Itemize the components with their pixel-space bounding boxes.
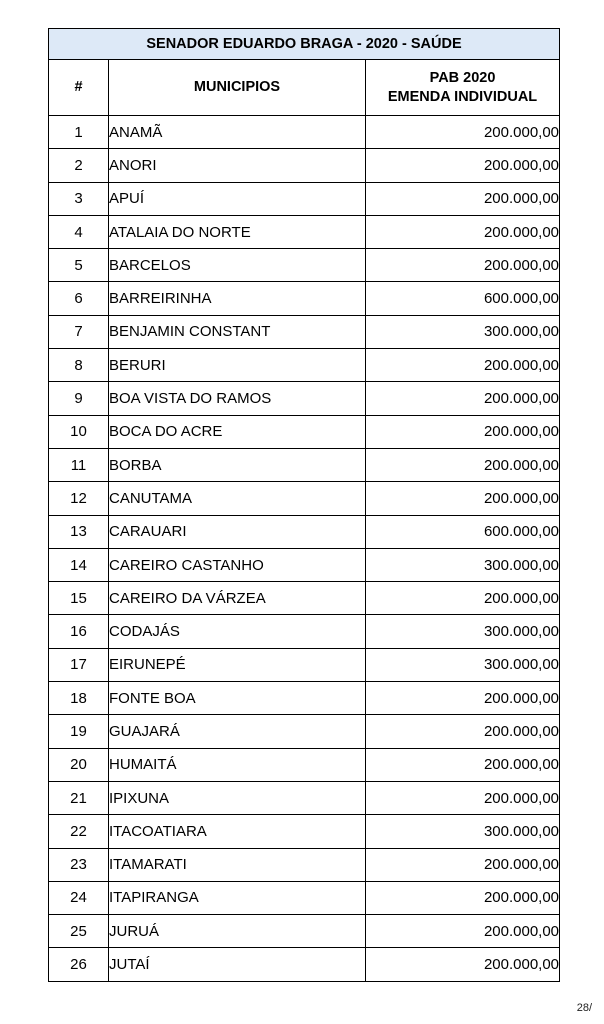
table-row [49, 548, 560, 581]
row-number: 4 [49, 215, 109, 248]
table-row [49, 182, 560, 215]
row-valor: 200.000,00 [366, 182, 560, 215]
row-number: 6 [49, 282, 109, 315]
row-municipio: APUÍ [109, 182, 366, 215]
table-row [49, 715, 560, 748]
row-number: 18 [49, 682, 109, 715]
row-number: 17 [49, 648, 109, 681]
row-number: 1 [49, 116, 109, 149]
row-municipio: BERURI [109, 349, 366, 382]
row-municipio: BOCA DO ACRE [109, 415, 366, 448]
row-municipio: CODAJÁS [109, 615, 366, 648]
table-row [49, 682, 560, 715]
row-number: 12 [49, 482, 109, 515]
header-number: # [49, 60, 109, 116]
row-valor: 200.000,00 [366, 482, 560, 515]
row-valor: 200.000,00 [366, 149, 560, 182]
table-row [49, 948, 560, 981]
table-title-row [49, 29, 560, 60]
row-valor: 300.000,00 [366, 648, 560, 681]
page-number: 28/ [576, 1002, 592, 1014]
row-municipio: ATALAIA DO NORTE [109, 215, 366, 248]
table-row [49, 915, 560, 948]
table-row [49, 415, 560, 448]
row-municipio: JUTAÍ [109, 948, 366, 981]
table-row [49, 815, 560, 848]
table-row [49, 215, 560, 248]
row-municipio: CARAUARI [109, 515, 366, 548]
row-valor: 200.000,00 [366, 249, 560, 282]
row-number: 22 [49, 815, 109, 848]
row-valor: 200.000,00 [366, 682, 560, 715]
table-row [49, 515, 560, 548]
table-row [49, 448, 560, 481]
table-row [49, 349, 560, 382]
row-municipio: ANORI [109, 149, 366, 182]
row-number: 10 [49, 415, 109, 448]
row-municipio: BORBA [109, 448, 366, 481]
row-number: 2 [49, 149, 109, 182]
row-number: 16 [49, 615, 109, 648]
row-municipio: EIRUNEPÉ [109, 648, 366, 681]
row-valor: 200.000,00 [366, 781, 560, 814]
header-municipios: MUNICIPIOS [109, 60, 366, 116]
row-valor: 200.000,00 [366, 881, 560, 914]
row-valor: 200.000,00 [366, 448, 560, 481]
row-municipio: JURUÁ [109, 915, 366, 948]
row-valor: 600.000,00 [366, 515, 560, 548]
row-valor: 200.000,00 [366, 715, 560, 748]
row-valor: 600.000,00 [366, 282, 560, 315]
row-municipio: IPIXUNA [109, 781, 366, 814]
row-municipio: GUAJARÁ [109, 715, 366, 748]
row-valor: 200.000,00 [366, 582, 560, 615]
row-number: 11 [49, 448, 109, 481]
row-valor: 300.000,00 [366, 315, 560, 348]
row-number: 21 [49, 781, 109, 814]
row-valor: 200.000,00 [366, 215, 560, 248]
row-number: 8 [49, 349, 109, 382]
table-row [49, 615, 560, 648]
row-valor: 200.000,00 [366, 382, 560, 415]
row-municipio: BENJAMIN CONSTANT [109, 315, 366, 348]
row-municipio: HUMAITÁ [109, 748, 366, 781]
table-header-row [49, 60, 560, 116]
row-number: 20 [49, 748, 109, 781]
row-number: 3 [49, 182, 109, 215]
header-valor [366, 60, 560, 116]
row-valor: 300.000,00 [366, 815, 560, 848]
row-valor: 200.000,00 [366, 848, 560, 881]
table-row [49, 881, 560, 914]
row-valor: 200.000,00 [366, 349, 560, 382]
row-municipio: BOA VISTA DO RAMOS [109, 382, 366, 415]
row-valor: 300.000,00 [366, 548, 560, 581]
header-valor-line2: EMENDA INDIVIDUAL [387, 88, 538, 105]
row-number: 25 [49, 915, 109, 948]
row-municipio: ITACOATIARA [109, 815, 366, 848]
row-number: 26 [49, 948, 109, 981]
row-number: 14 [49, 548, 109, 581]
table-row [49, 249, 560, 282]
table-row [49, 648, 560, 681]
row-number: 15 [49, 582, 109, 615]
row-municipio: ITAMARATI [109, 848, 366, 881]
row-municipio: CANUTAMA [109, 482, 366, 515]
table-row [49, 781, 560, 814]
table-row [49, 282, 560, 315]
table-row [49, 582, 560, 615]
table-body [49, 116, 560, 982]
table-title: SENADOR EDUARDO BRAGA - 2020 - SAÚDE [49, 29, 560, 60]
row-valor: 200.000,00 [366, 415, 560, 448]
row-municipio: BARREIRINHA [109, 282, 366, 315]
row-number: 19 [49, 715, 109, 748]
table-row [49, 848, 560, 881]
row-number: 13 [49, 515, 109, 548]
table-row [49, 315, 560, 348]
row-number: 24 [49, 881, 109, 914]
row-valor: 300.000,00 [366, 615, 560, 648]
row-number: 7 [49, 315, 109, 348]
row-municipio: FONTE BOA [109, 682, 366, 715]
row-municipio: ANAMÃ [109, 116, 366, 149]
row-municipio: ITAPIRANGA [109, 881, 366, 914]
row-valor: 200.000,00 [366, 915, 560, 948]
row-municipio: CAREIRO CASTANHO [109, 548, 366, 581]
table-row [49, 149, 560, 182]
row-municipio: BARCELOS [109, 249, 366, 282]
row-municipio: CAREIRO DA VÁRZEA [109, 582, 366, 615]
row-number: 23 [49, 848, 109, 881]
municipios-table [48, 28, 560, 982]
table-row [49, 382, 560, 415]
row-valor: 200.000,00 [366, 948, 560, 981]
table-row [49, 482, 560, 515]
header-valor-line1: PAB 2020 [429, 69, 496, 86]
table-row [49, 748, 560, 781]
table-row [49, 116, 560, 149]
row-number: 5 [49, 249, 109, 282]
row-valor: 200.000,00 [366, 116, 560, 149]
row-valor: 200.000,00 [366, 748, 560, 781]
row-number: 9 [49, 382, 109, 415]
